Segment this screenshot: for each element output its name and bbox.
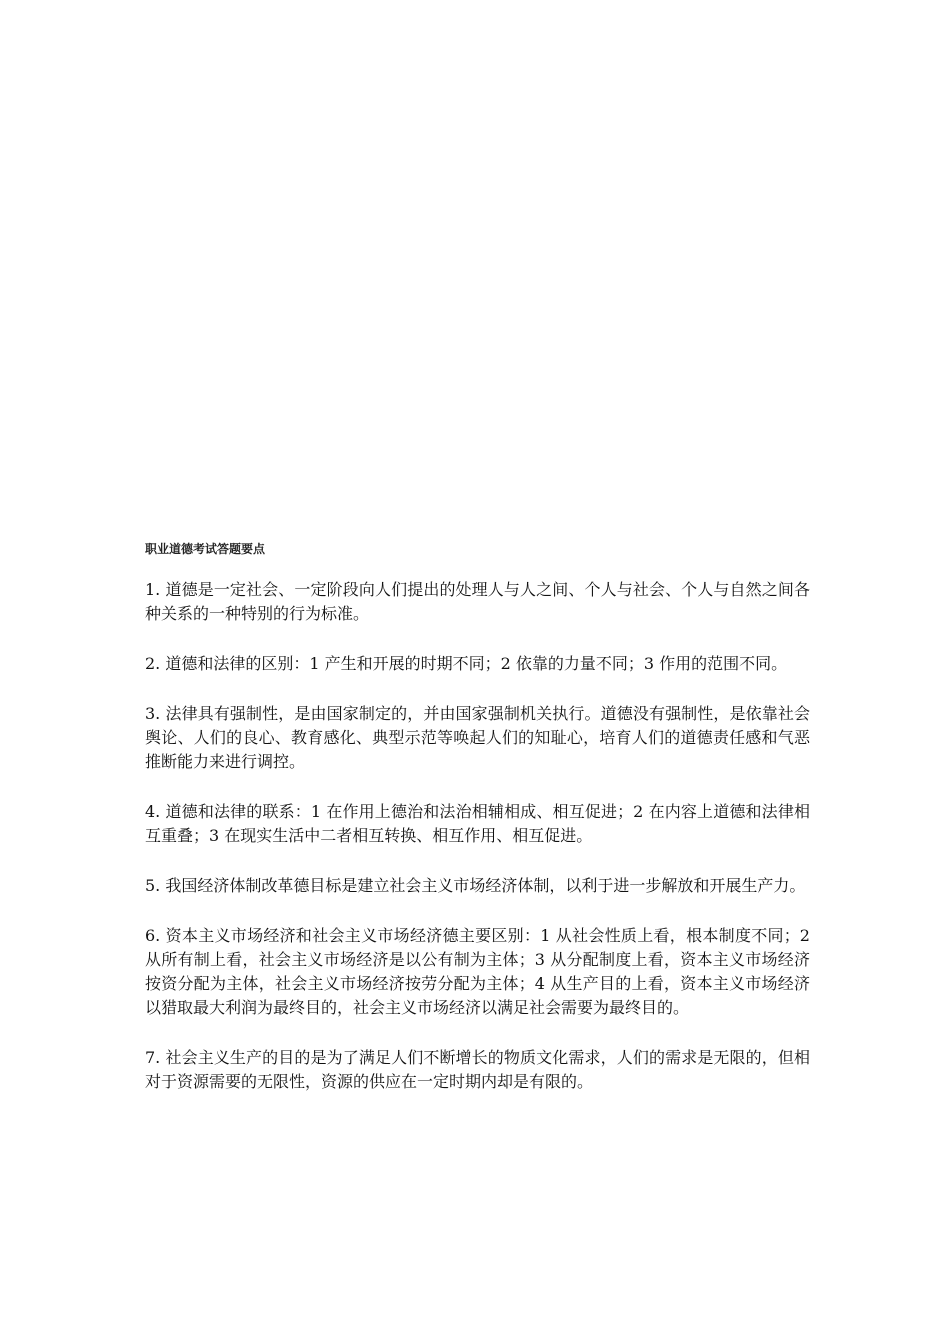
document-title: 职业道德考试答题要点 xyxy=(145,542,266,556)
paragraph-6: 6. 资本主义市场经济和社会主义市场经济德主要区别：1 从社会性质上看，根本制度不同；2 从所有制上看，社会主义市场经济是以公有制为主体；3 从分配制度上看，资本主义市场经济按资分配为主体，社会主义市场经济按劳分配为主体；4 从生产目的上看，资本主义市场经济以猎取最大利润为最终目的，社会主义市场经济以满足社会需要为最终目的。 xyxy=(145,926,810,1017)
paragraph-3: 3. 法律具有强制性，是由国家制定的，并由国家强制机关执行。道德没有强制性，是依靠社会舆论、人们的良心、教育感化、典型示范等唤起人们的知耻心，培育人们的道德责任感和气恶推断能力来进行调控。 xyxy=(145,704,810,771)
document-body xyxy=(145,540,810,1094)
paragraph-4: 4. 道德和法律的联系：1 在作用上德治和法治相辅相成、相互促进；2 在内容上道德和法律相互重叠；3 在现实生活中二者相互转换、相互作用、相互促进。 xyxy=(145,802,810,845)
paragraph-2: 2. 道德和法律的区别：1 产生和开展的时期不同；2 依靠的力量不同；3 作用的范围不同。 xyxy=(145,654,788,673)
paragraph-1: 1. 道德是一定社会、一定阶段向人们提出的处理人与人之间、个人与社会、个人与自然之间各种关系的一种特别的行为标准。 xyxy=(145,580,810,623)
paragraph-7: 7. 社会主义生产的目的是为了满足人们不断增长的物质文化需求，人们的需求是无限的，但相对于资源需要的无限性，资源的供应在一定时期内却是有限的。 xyxy=(145,1048,810,1091)
paragraph-5: 5. 我国经济体制改革德目标是建立社会主义市场经济体制，以利于进一步解放和开展生产力。 xyxy=(145,876,806,895)
